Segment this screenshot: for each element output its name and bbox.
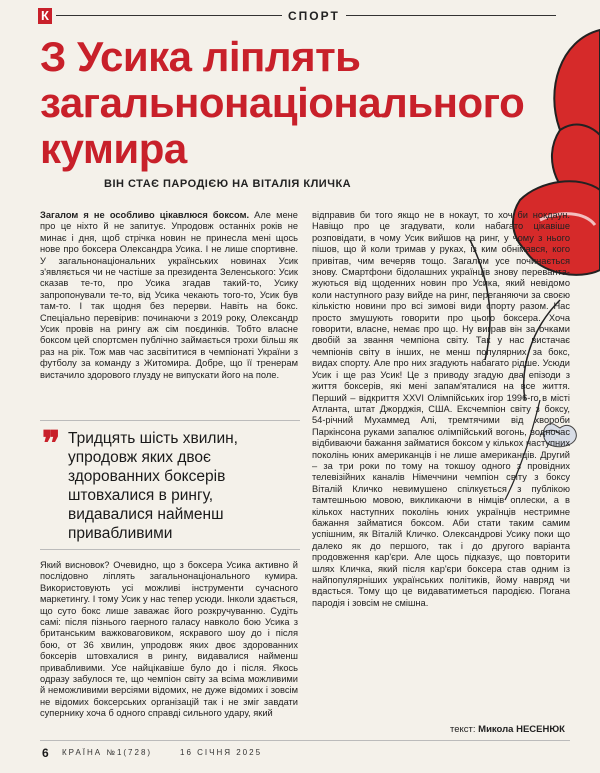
section-label: СПОРТ (282, 9, 346, 23)
quote-mark-icon: ❞ (42, 424, 61, 464)
article-column-right (312, 210, 570, 609)
paragraph-right: відправив би того якщо не в нокаут, то хоч би нокдаун. Навіщо про це згадувати, коли набагато цікавіше розповідати, в чому Усик вийшов на ринг, у чому з нього пішов, що й коли тримав у руках, із ким обнімався, кого привітав, чим вечеряв тощо. Загалом усе починається знову. Смартфони бідолашних українців знову перевантажуються від щоденних новин про Усика, який невідомо коли наступного разу вийде на ринг, переганяючи за своєю кількістю новини про всі зимові види спорту разом. Нас просто змушують говорити про цього боксера. Хоча говорити, власне, немає про що. Ну виграв він за очками двобій за звання чемпіона світу. Так у нас вистачає чемпіонів світу в інших, не менш популярних за бокс, видах спорту. Але про них згадують набагато рідше. Усюди Усик і ще раз Усик! Це з приводу згадую два епізоди з життя боксерів, які мені запам'яталися на все життя. Перший – відкриття XXVI Олімпійських ігор 1996-го в місті Атланта, штат Джорджія, США. Ексчемпіон світу з боксу, 54-річний Мухаммед Алі, тремтячими від хвороби Паркінсона руками запалює олімпійський вогонь, водночас відбиваючи бажання займатися боксом у кількох наступних поколінь юних американців і не лише американців. Другий – за три роки по тому на токшоу одного з провідних телевізійних каналів Німеччини чемпіон світу з боксу Віталій Кличко невимушено спілкується з публікою тамтешньою мовою, викликаючи в німців оплески, а в кількох наступних поколінь юних українців нестримне бажання займатися боксом. Аби стати таким самим успішним, як Віталій Кличко. Олександрові Усику поки що далеко як до першого, так і до другого варіанта продовження кар'єри. Але щось підказує, що повторити шлях Кличка, який після кар'єри боксера став одним із найпопулярніших українських політиків, йому навряд чи вдасться. Тому що це видаватиметься пародією. Погана пародія і зовсім не смішна. (312, 210, 570, 608)
page-number: 6 (42, 746, 49, 760)
paragraph-1: Але мене про це ніхто й не запитує. Упродовж останніх років не минає і дня, щоб стрічка новин не принесла мені щось нове про боксера Олександра Усика. І не лише спортивне. У загальнонаціональних українських новинах Усик з'являється чи не частіше за президента Зеленського: Усик сказав те-то, про Усика згадав такий-то, Усику запропонували те-то, від Усика чекають того-то, Усик був там-то. І так щодня без перерви. Навіть на бокс. Спеціально перевірив: починаючи з 2019 року, Олександр Усик провів на рингу аж сім поєдинків. Тобто власне боксом цей спортсмен публічно займається трохи більш як раз на рік. Тож мав час засвітитися в чемпіонаті України з футболу за команду з Житомира. Добре, що її тренерам вистачило здорового глузду не випускати його на поле. (40, 210, 298, 380)
author-prefix: текст: (450, 724, 476, 735)
lead-sentence: Загалом я не особливо цікавлюся боксом. (40, 210, 250, 220)
article-column-left-bottom (40, 560, 298, 720)
pull-quote-text: Тридцять шість хвилин, упродовж яких двоє здорованних боксерів штовхалися в рингу, видавалися найменш привабливими (68, 430, 238, 542)
magazine-logo: К (38, 8, 52, 24)
magazine-issue: КРАЇНА №1(728) (62, 748, 153, 757)
article-subhead: ВІН СТАЄ ПАРОДІЄЮ НА ВІТАЛІЯ КЛИЧКА (104, 178, 352, 190)
pull-quote (40, 420, 300, 550)
issue-date: 16 СІЧНЯ 2025 (180, 748, 263, 757)
paragraph-2: Який висновок? Очевидно, що з боксера Усика активно й послідовно ліплять загальнонаціонального кумира. Використовують усі можливі інструменти сучасного маркетингу. І тому Усик у нас тепер усюди. Інколи здається, що суто бокс лише заважає його розкручуванню. Судіть самі: після пізнього гаерного галасу навколо бою Усика з британським важковаговиком, яскравого шоу до і після бою, от 36 хвилин, упродовж яких двоє здорованних боксерів штовхалися в рингу, видавалися найменш привабливими. Усе найцікавіше було до і після. Якось одразу забулося те, що чемпіон світу за всіма можливими й неможливими версіями відомих, не дуже відомих і зовсім не відомих боксерських організацій так і не зміг завдати супернику хоча б одного справді сильного удару, який (40, 560, 298, 719)
author-credit (450, 724, 565, 735)
footer-rule (40, 740, 570, 741)
article-headline: З Усика ліплять загальнонаціонального кумира (40, 33, 525, 172)
article-column-left-top (40, 210, 298, 381)
author-name: Микола НЕСЕНЮК (478, 724, 565, 735)
